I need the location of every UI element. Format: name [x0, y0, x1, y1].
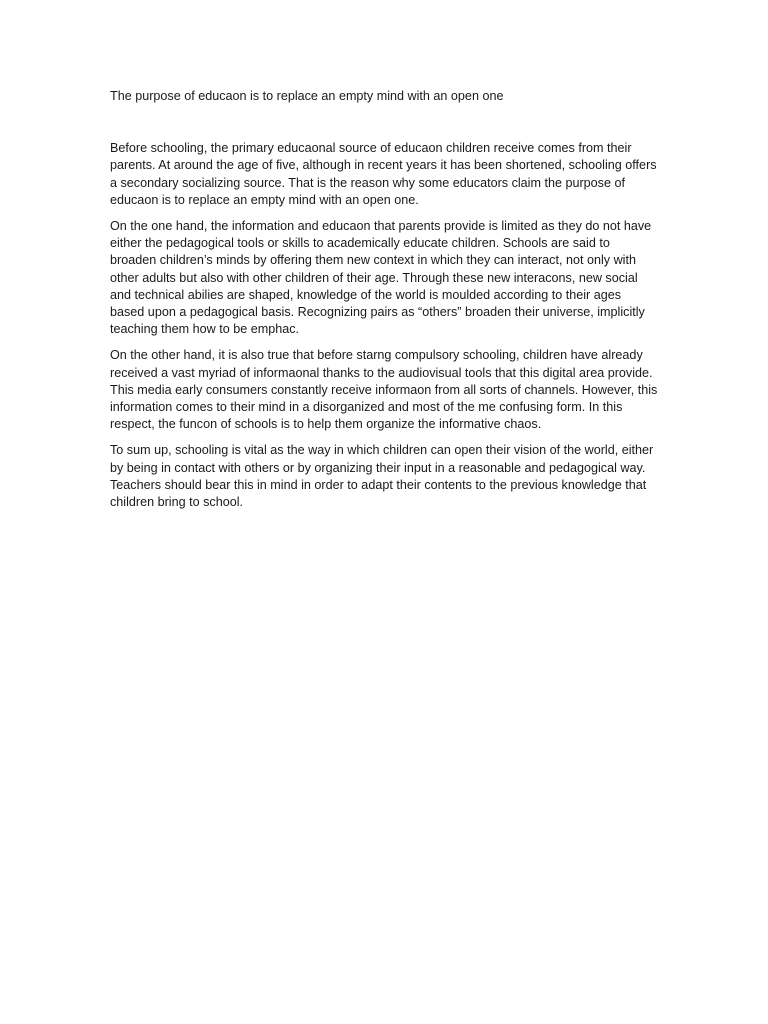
- document-title: The purpose of educaon is to replace an empty mind with an open one: [110, 89, 504, 103]
- paragraph-introduction: Before schooling, the primary educaonal source of educaon children receive comes from their parents. At around the age of five, although in recent years it has been shortened, schooling offers a secondary socializing source. That is the reason why some educators claim the purpose of educaon is to replace an empty mind with an open one.: [110, 141, 657, 207]
- paragraph-one-hand: On the one hand, the information and educaon that parents provide is limited as they do not have either the pedagogical tools or skills to academically educate children. Schools are said to broaden children’s minds by offering them new context in which they can interact, not only with other adults but also with other children of their age. Through these new interacons, new social and technical abilies are shaped, knowledge of the world is moulded according to their ages based upon a pedagogical basis. Recognizing pairs as “others” broaden their universe, implicitly teaching them how to be emphac.: [110, 219, 652, 337]
- paragraph-other-hand: On the other hand, it is also true that before starng compulsory schooling, children have already received a vast myriad of informaonal thanks to the audiovisual tools that this digital area provide. This media early consumers constantly receive informaon from all sorts of channels. However, this information comes to their mind in a disorganized and most of the me confusing form. In this respect, the funcon of schools is to help them organize the informative chaos.: [110, 348, 658, 432]
- paragraph-conclusion: To sum up, schooling is vital as the way in which children can open their vision of the world, either by being in contact with others or by organizing their input in a reasonable and pedagogical way. Teachers should bear this in mind in order to adapt their contents to the previous knowledge that children bring to school.: [110, 443, 654, 510]
- document-body: [110, 88, 658, 520]
